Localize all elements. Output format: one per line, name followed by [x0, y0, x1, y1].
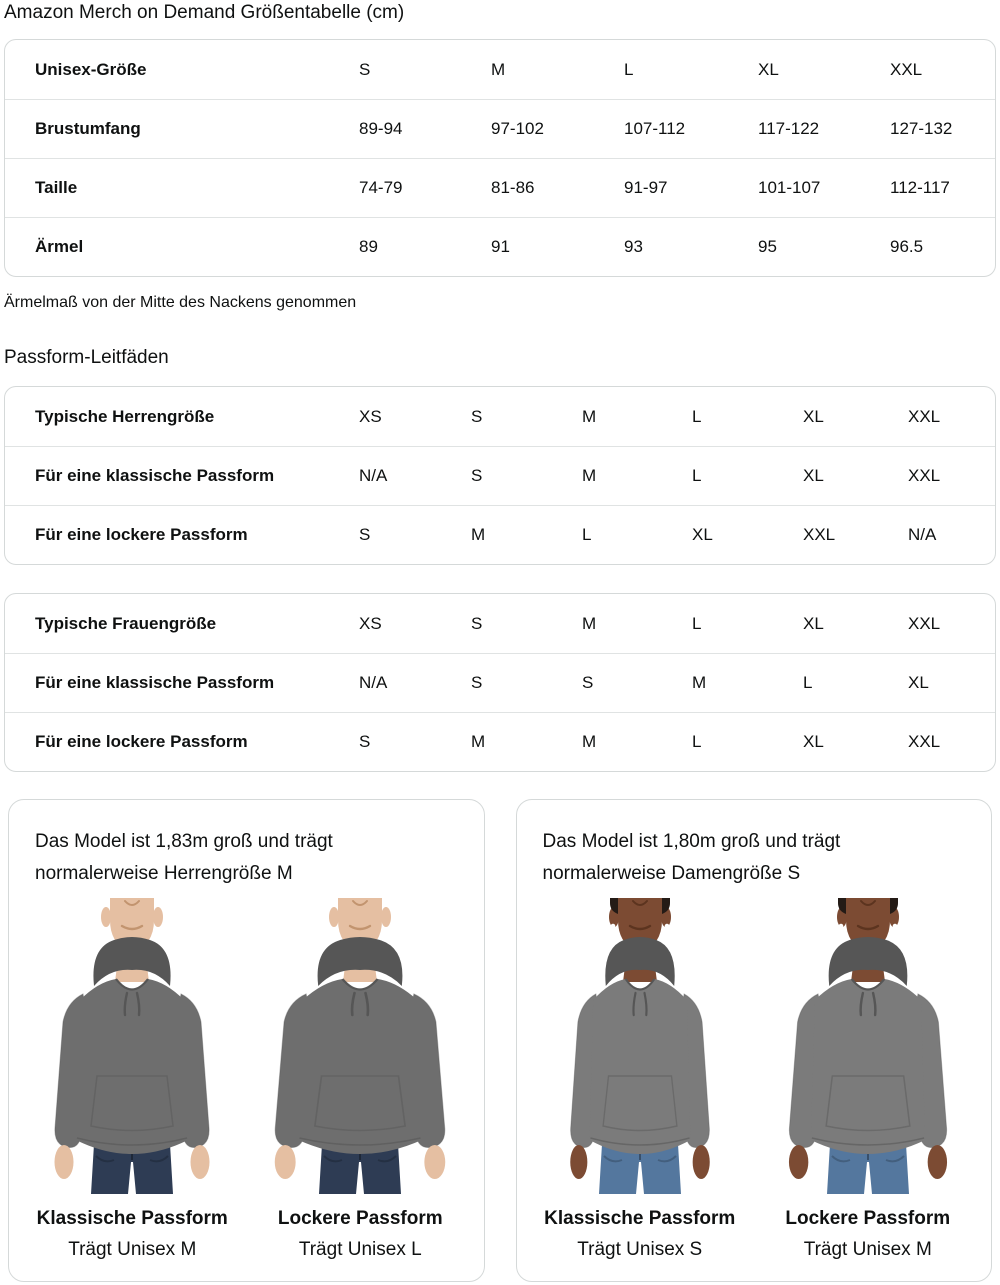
- table-row: [5, 387, 995, 446]
- figure-caption: [264, 1208, 456, 1261]
- size-cell: M: [471, 732, 486, 751]
- size-cell: 81-86: [491, 178, 535, 197]
- row-label: Brustumfang: [35, 119, 141, 138]
- row-label: Typische Frauengröße: [35, 613, 217, 633]
- size-cell: S: [359, 732, 371, 751]
- model-figure: [544, 898, 736, 1261]
- size-cell: 93: [624, 237, 643, 256]
- size-cell: L: [582, 525, 592, 544]
- size-cell: XXL: [908, 732, 941, 751]
- table-row: [5, 594, 995, 653]
- figure-caption: [544, 1208, 736, 1261]
- unisex-size-table: [4, 39, 996, 277]
- size-cell: XXL: [908, 406, 941, 426]
- size-cell: 107-112: [624, 119, 686, 138]
- fit-size: Trägt Unisex M: [68, 1239, 197, 1260]
- size-cell: 117-122: [758, 119, 820, 138]
- size-cell: XXL: [803, 525, 836, 544]
- model-cards-row: [8, 799, 992, 1282]
- size-cell: S: [359, 59, 371, 79]
- table-row: [5, 217, 995, 276]
- size-cell: S: [582, 673, 594, 692]
- size-cell: M: [471, 525, 486, 544]
- mens-fit-guide-table: [4, 386, 996, 565]
- size-cell: 91-97: [624, 178, 668, 197]
- fit-size: Trägt Unisex M: [803, 1239, 932, 1260]
- page-title: Amazon Merch on Demand Größentabelle (cm): [4, 2, 405, 23]
- size-cell: S: [471, 673, 483, 692]
- size-cell: S: [471, 613, 483, 633]
- size-cell: S: [471, 466, 483, 485]
- figure-caption: [36, 1208, 228, 1261]
- model-description: Das Model ist 1,80m groß und trägt normalerweise Damengröße S: [542, 831, 841, 884]
- mens-model-card: [8, 799, 485, 1282]
- size-cell: 101-107: [758, 178, 821, 197]
- model-photo-classic-fit: [544, 898, 736, 1194]
- size-cell: XL: [692, 525, 713, 544]
- table-row: [5, 653, 995, 712]
- size-cell: 89: [359, 237, 378, 256]
- figure-caption: [772, 1208, 964, 1261]
- table-row: [5, 505, 995, 564]
- size-cell: 89-94: [359, 119, 403, 138]
- row-label: Ärmel: [35, 237, 84, 256]
- size-cell: M: [692, 673, 707, 692]
- size-cell: N/A: [359, 673, 388, 692]
- row-label: Unisex-Größe: [35, 59, 147, 79]
- row-label: Typische Herrengröße: [35, 406, 215, 426]
- size-cell: 112-117: [890, 178, 950, 197]
- row-label: Für eine lockere Passform: [35, 732, 248, 751]
- womens-model-card: [516, 799, 993, 1282]
- size-cell: XS: [359, 613, 382, 633]
- size-cell: XS: [359, 406, 382, 426]
- size-cell: M: [491, 59, 506, 79]
- table-row: [5, 158, 995, 217]
- figures-row: [541, 898, 968, 1261]
- size-cell: M: [582, 406, 597, 426]
- row-label: Taille: [35, 178, 78, 197]
- size-cell: M: [582, 466, 597, 485]
- size-cell: M: [582, 732, 597, 751]
- fit-name: Klassische Passform: [544, 1208, 736, 1229]
- size-cell: XXL: [908, 613, 941, 633]
- size-cell: L: [803, 673, 813, 692]
- size-cell: L: [692, 613, 702, 633]
- figures-row: [33, 898, 460, 1261]
- size-cell: XXL: [890, 59, 923, 79]
- size-cell: L: [692, 466, 702, 485]
- fit-name: Klassische Passform: [36, 1208, 228, 1229]
- size-cell: M: [582, 613, 597, 633]
- row-label: Für eine klassische Passform: [35, 673, 275, 692]
- size-cell: 91: [491, 237, 510, 256]
- womens-fit-guide-table: [4, 593, 996, 772]
- size-cell: L: [692, 732, 702, 751]
- size-cell: N/A: [908, 525, 937, 544]
- row-label: Für eine lockere Passform: [35, 525, 248, 544]
- size-cell: 127-132: [890, 119, 953, 138]
- size-cell: S: [471, 406, 483, 426]
- size-cell: 96.5: [890, 237, 924, 256]
- model-photo-classic-fit: [36, 898, 228, 1194]
- fit-name: Lockere Passform: [277, 1208, 443, 1229]
- fit-size: Trägt Unisex L: [298, 1239, 422, 1260]
- model-photo-loose-fit: [772, 898, 964, 1194]
- model-photo-loose-fit: [264, 898, 456, 1194]
- model-figure: [772, 898, 964, 1261]
- size-cell: XXL: [908, 466, 941, 485]
- size-cell: N/A: [359, 466, 388, 485]
- fit-size: Trägt Unisex S: [577, 1239, 703, 1260]
- size-cell: L: [624, 59, 634, 79]
- model-description: Das Model ist 1,83m groß und trägt normalerweise Herrengröße M: [35, 831, 333, 884]
- size-cell: XL: [803, 406, 824, 426]
- size-cell: XL: [803, 466, 824, 485]
- size-cell: 74-79: [359, 178, 403, 197]
- size-cell: XL: [758, 59, 779, 79]
- size-cell: XL: [908, 673, 929, 692]
- model-figure: [264, 898, 456, 1261]
- size-cell: XL: [803, 732, 824, 751]
- row-label: Für eine klassische Passform: [35, 466, 275, 485]
- table-row: [5, 712, 995, 771]
- table-row: [5, 99, 995, 158]
- table-row: [5, 446, 995, 505]
- size-cell: 97-102: [491, 119, 544, 138]
- model-figure: [36, 898, 228, 1261]
- size-cell: S: [359, 525, 371, 544]
- fit-guides-title: Passform-Leitfäden: [4, 347, 169, 368]
- table-row: [5, 40, 995, 99]
- size-cell: 95: [758, 237, 777, 256]
- size-cell: XL: [803, 613, 824, 633]
- size-cell: L: [692, 406, 702, 426]
- fit-name: Lockere Passform: [785, 1208, 951, 1229]
- sleeve-measure-note: Ärmelmaß von der Mitte des Nackens genommen: [4, 294, 357, 311]
